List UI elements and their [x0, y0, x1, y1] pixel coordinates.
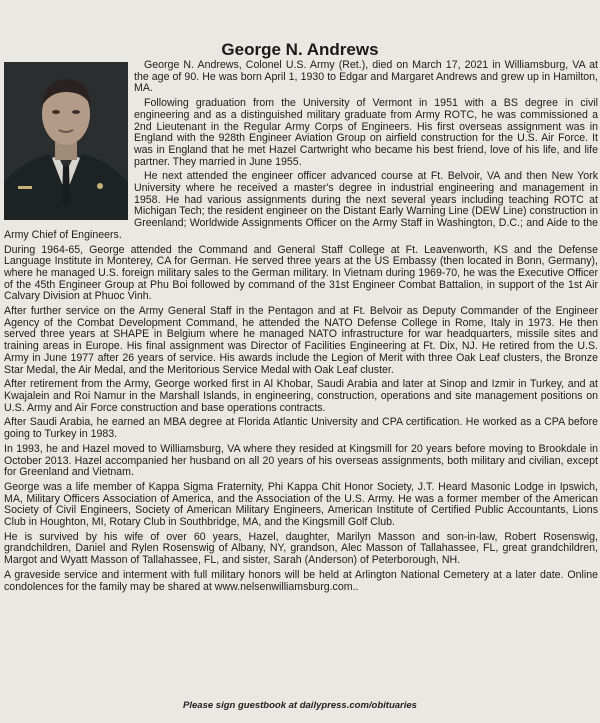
paragraph: A graveside service and interment with full military honors will be held at Arlington National Cemetery at a later date. Online condolences for the family may be shared at www.nelsenwilliamsburg.com..	[4, 568, 598, 593]
obituary-title: George N. Andrews	[221, 40, 379, 59]
paragraph: He next attended the engineer officer advanced course at Ft. Belvoir, VA and then New York University where he received a master's degree in industrial engineering and management in 1958. He had various assignments during the next several years including teaching ROTC at Michigan Tech; the resident engineer on the Distant Early Warning Line (DEW Line) construction in Greenland; Worldwide Assignments Officer on the Army Staff in Washington, D.C.; and Aide to the Army Chief of Engineers.	[4, 170, 598, 241]
paragraph: George was a life member of Kappa Sigma Fraternity, Phi Kappa Chit Honor Society, J.T. Heard Masonic Lodge in Ipswich, MA, Military Officers Association of America, and the Association of the U.S. Army. He was a former member of the American Society of Civil Engineers, Society of American Military Engineers, American Institute of Certified Public Accountants, Lions Club in Houghton, MI, Rotary Club in Southbridge, MA, and the Kingsmill Golf Club.	[4, 480, 598, 529]
paragraph: Following graduation from the University of Vermont in 1951 with a BS degree in civil engineering and as a distinguished military graduate from Army ROTC, he was commissioned a 2nd Lieutenant in the Regular Army Corps of Engineers. His first overseas assignment was in England with the 928th Engineer Aviation Group on airfield construction for the U.S. Air Force. It was in England that he met Hazel Cartwright who became his best friend, love of his life, and life partner. They married in June 1955.	[134, 97, 598, 168]
obituary-body	[4, 60, 598, 596]
paragraph: After retirement from the Army, George worked first in Al Khobar, Saudi Arabia and later at Sinop and Izmir in Turkey, and at Kwajalein and Roi Namur in the Marshall Islands, in engineering, construction, operations and site management positions on U.S. Army and Air Force construction and base operations contracts.	[4, 378, 598, 414]
paragraph: George N. Andrews, Colonel U.S. Army (Ret.), died on March 17, 2021 in Williamsburg, VA at the age of 90. He was born April 1, 1930 to Edgar and Margaret Andrews and grew up in Hamilton, MA.	[134, 59, 598, 95]
paragraph: He is survived by his wife of over 60 years, Hazel, daughter, Marilyn Masson and son-in-law, Robert Rosenswig, grandchildren, Daniel and Rylen Rosenswig of Albany, NY, grandson, Alec Masson of Tallahassee, FL, great grandchildren, Margot and Wyatt Masson of Tallahassee, FL, and sister, Sarah (Anderson) of Peterborough, NH.	[4, 530, 598, 567]
paragraph: After further service on the Army General Staff in the Pentagon and at Ft. Belvoir as Deputy Commander of the Engineer Agency of the Combat Development Command, he attended the NATO Defense College in Rome, Italy in 1973. He then served three years at SHAPE in Belgium where he managed NATO infrastructure for war headquarters, missile sites and training areas in Europe. His final assignment was Director of Facilities Engineering at Ft. Dix, NJ. He retired from the U.S. Army in June 1977 after 26 years of service. His awards include the Legion of Merit with three Oak Leaf clusters, the Bronze Star Medal, the Air Medal, and the Meritorious Service Medal with Oak Leaf cluster.	[4, 305, 598, 376]
paragraph: During 1964-65, George attended the Command and General Staff College at Ft. Leavenworth, KS and the Defense Language Institute in Monterey, CA for German. He served three years at the US Embassy (then located in Bonn, Germany), where he managed U.S. foreign military sales to the German military. In Vietnam during 1969-70, he was the Executive Officer of the 45th Engineer Group at Phu Boi followed by command of the 31st Engineer Combat Battalion, in support of the 1st Air Calvary Division at Phuoc Vinh.	[4, 243, 598, 303]
guestbook-footer: Please sign guestbook at dailypress.com/obituaries	[183, 700, 417, 711]
paragraph: In 1993, he and Hazel moved to Williamsburg, VA where they resided at Kingsmill for 20 years before moving to Brookdale in October 2013. Hazel accompanied her husband on all 20 years of his overseas assignments, both military and civilian, except for Greenland and Vietnam.	[4, 442, 598, 479]
paragraph: After Saudi Arabia, he earned an MBA degree at Florida Atlantic University and CPA certification. He worked as a CPA before going to Turkey in 1983.	[4, 416, 598, 441]
